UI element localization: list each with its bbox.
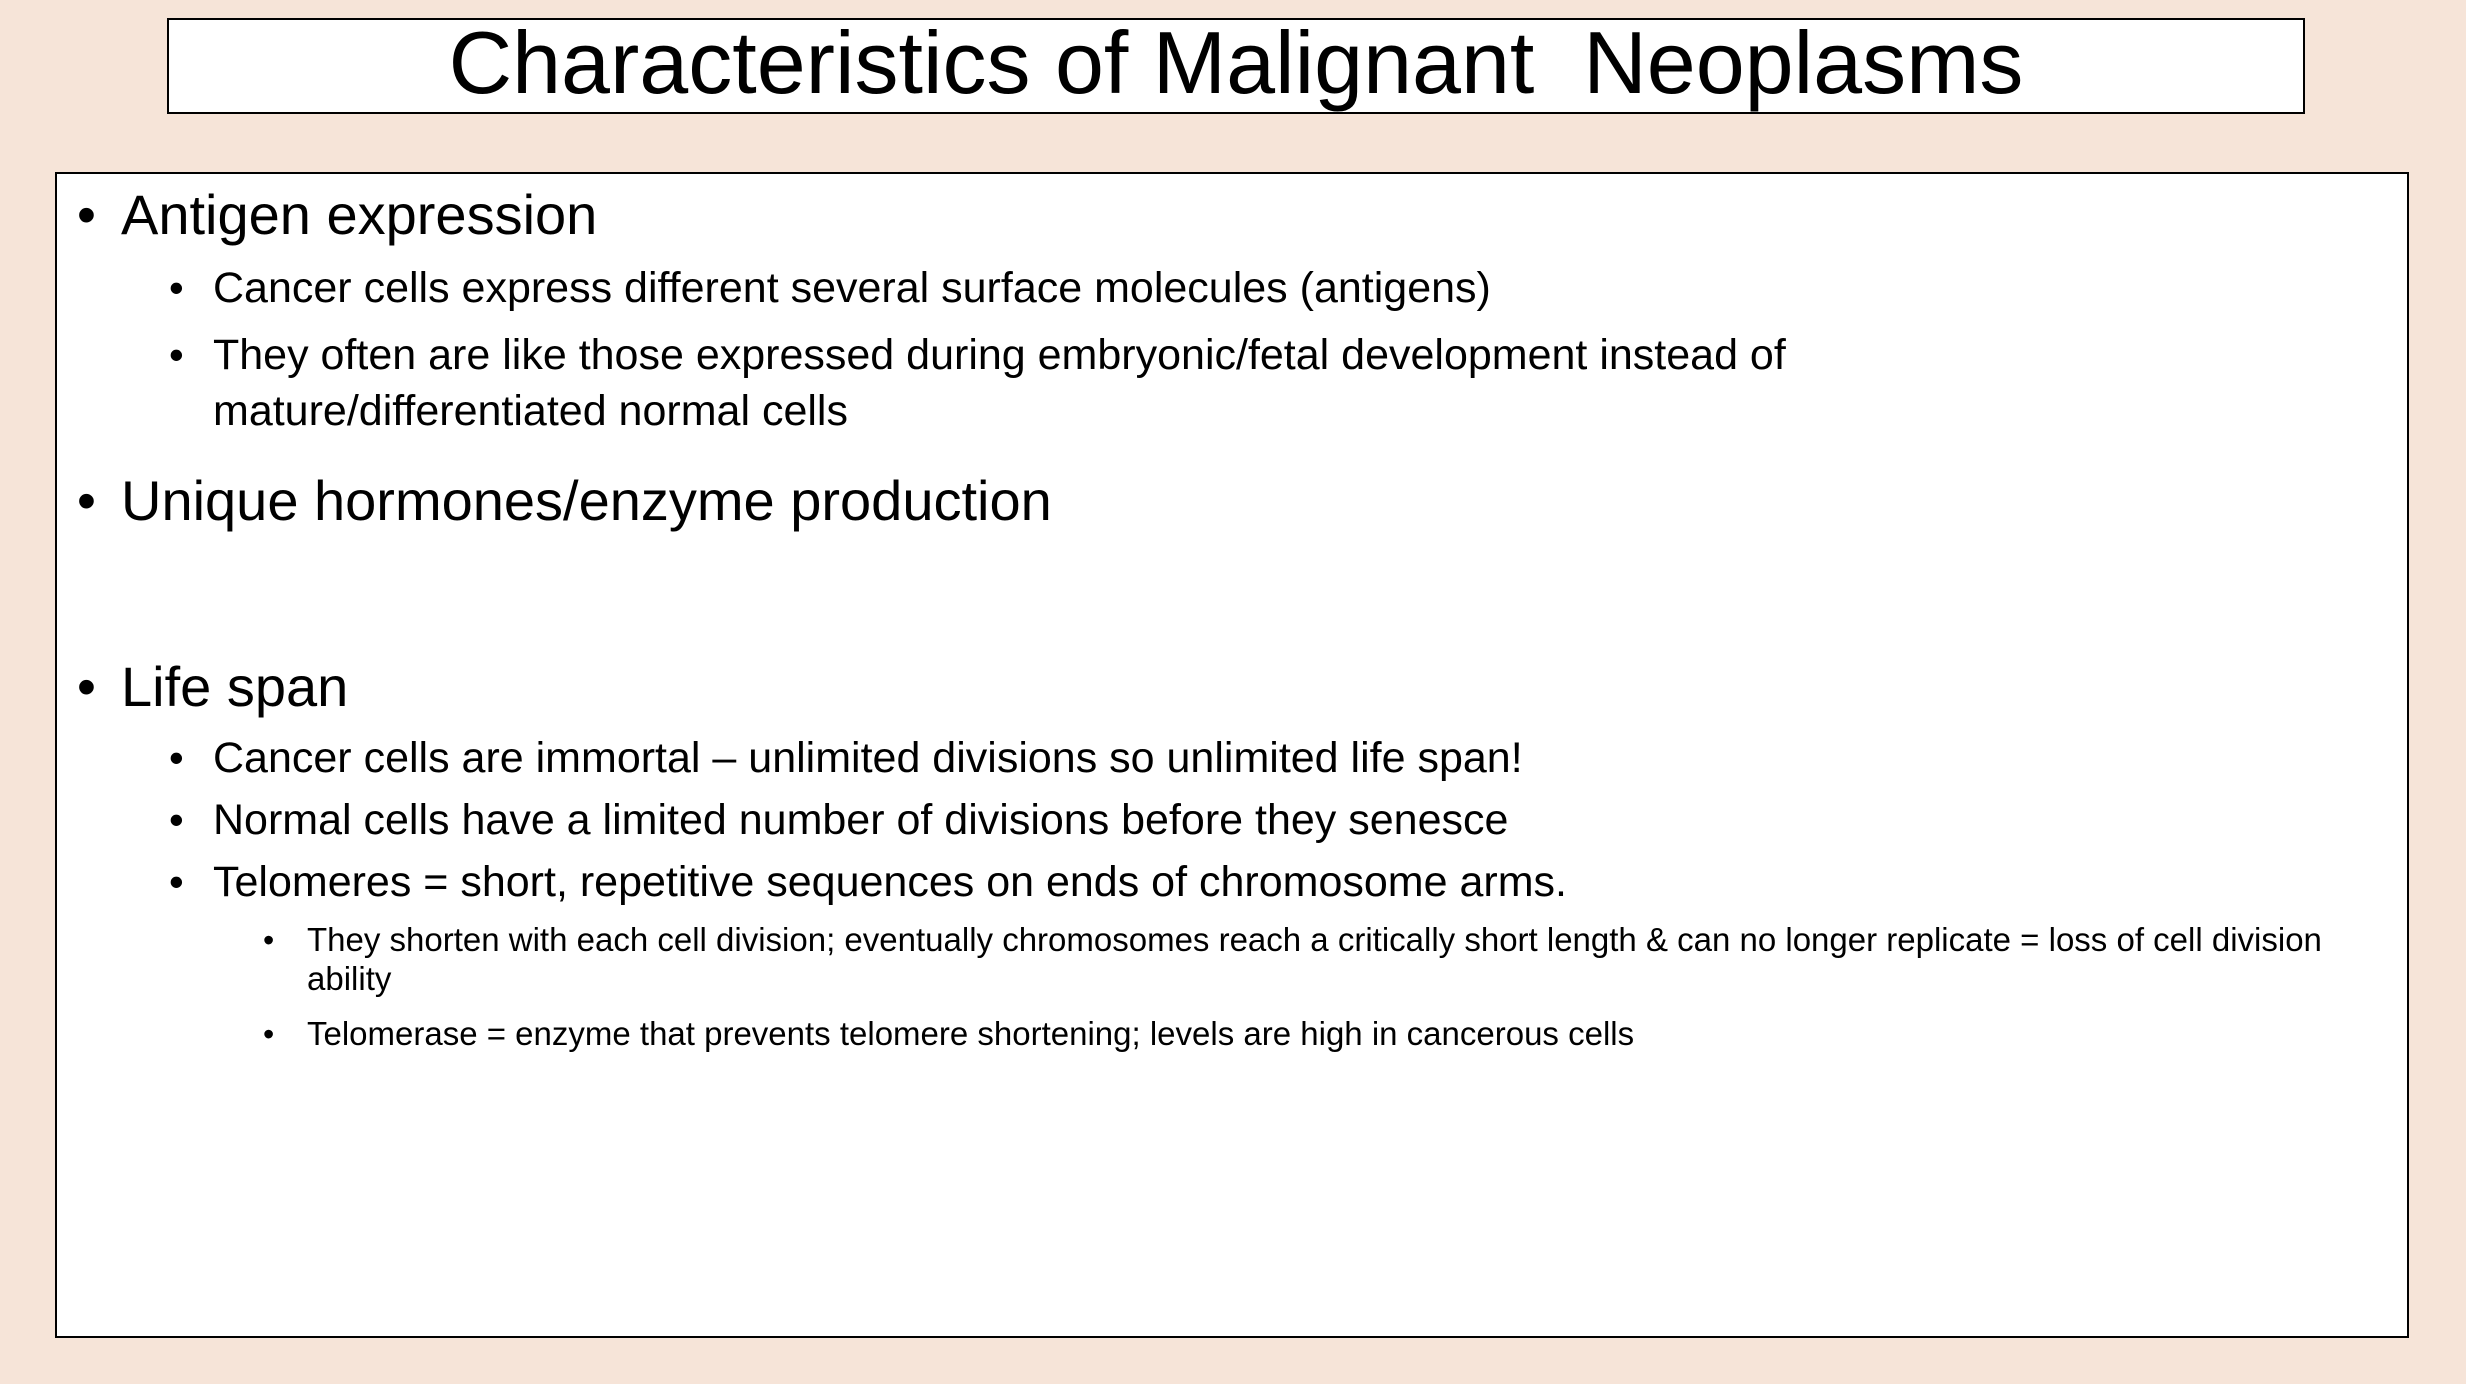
- title-box: [167, 13, 2305, 114]
- bullet-marker: •: [263, 922, 275, 958]
- bullet-item-limited-divisions: [169, 792, 2369, 848]
- bullet-marker: •: [169, 331, 184, 378]
- bullet-item-antigen-expression: [77, 184, 2377, 246]
- bullet-item-telomeres: [169, 854, 2369, 910]
- bullet-text: Unique hormones/enzyme production: [121, 469, 1052, 532]
- bullet-text: Antigen expression: [121, 183, 598, 246]
- bullet-text: Cancer cells are immortal – unlimited divisions so unlimited life span!: [213, 734, 1523, 782]
- bullet-item-immortal: [169, 730, 2369, 786]
- bullet-text: Telomeres = short, repetitive sequences on ends of chromosome arms.: [213, 858, 1567, 906]
- bullet-text: Life span: [121, 655, 349, 718]
- bullet-marker: •: [169, 734, 184, 781]
- bullet-text: They often are like those expressed during embryonic/fetal development instead of mature/differentiated normal cells: [213, 331, 1786, 435]
- bullet-item-surface-molecules: [169, 260, 2369, 316]
- bullet-marker: •: [263, 1016, 275, 1052]
- bullet-marker: •: [169, 796, 184, 843]
- slide-title: Characteristics of Malignant Neoplasms: [448, 13, 2024, 112]
- bullet-item-hormones-enzymes: [77, 470, 2377, 532]
- bullet-item-telomere-shortening: [263, 920, 2383, 998]
- bullet-marker: •: [169, 858, 184, 905]
- bullet-marker: •: [169, 264, 184, 311]
- bullet-marker: •: [77, 657, 96, 717]
- bullet-text: Telomerase = enzyme that prevents telomere shortening; levels are high in cancerous cells: [307, 1015, 1635, 1052]
- bullet-marker: •: [77, 471, 96, 531]
- bullet-text: Cancer cells express different several surface molecules (antigens): [213, 264, 1491, 312]
- bullet-item-embryonic-antigens: [169, 327, 2069, 439]
- content-box: [55, 172, 2409, 1338]
- bullet-item-telomerase: [263, 1014, 2383, 1054]
- bullet-item-life-span: [77, 656, 2377, 718]
- bullet-marker: •: [77, 185, 96, 245]
- bullet-text: Normal cells have a limited number of divisions before they senesce: [213, 796, 1509, 844]
- bullet-text: They shorten with each cell division; eventually chromosomes reach a critically short length & can no longer replicate = loss of cell division ability: [307, 921, 2322, 997]
